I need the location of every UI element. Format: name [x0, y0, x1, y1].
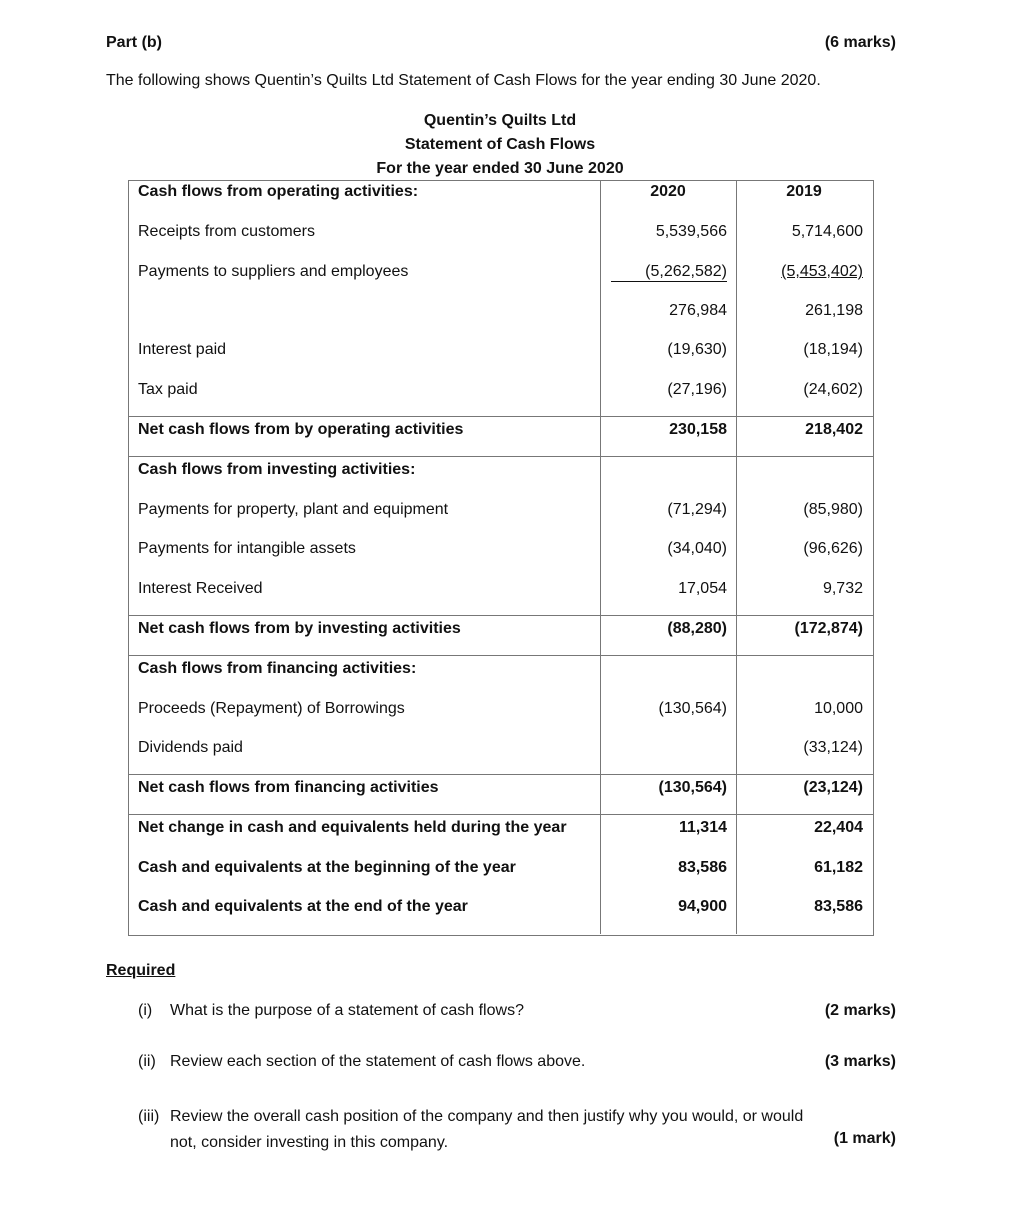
question-text-line2: not, consider investing in this company.	[170, 1134, 449, 1151]
row-label: Interest paid	[138, 341, 227, 358]
table-row	[128, 339, 873, 363]
value-2019: (23,124)	[803, 779, 863, 796]
value-2019: 261,198	[805, 302, 863, 319]
question-number: (iii)	[138, 1108, 160, 1125]
investing-section-heading-row	[128, 459, 873, 483]
row-label: Net cash flows from by operating activities	[138, 421, 464, 438]
part-title: Part (b)	[106, 34, 162, 51]
cash-flow-table	[128, 180, 874, 936]
value-2019: (85,980)	[803, 501, 863, 518]
table-row	[128, 698, 873, 722]
company-name: Quentin’s Quilts Ltd	[423, 112, 577, 129]
investing-section-heading: Cash flows from investing activities:	[138, 461, 416, 478]
row-label: Proceeds (Repayment) of Borrowings	[138, 700, 405, 717]
table-row	[128, 737, 873, 761]
value-2019: (24,602)	[803, 381, 863, 398]
operating-section-heading: Cash flows from operating activities:	[138, 183, 419, 200]
value-2020: 5,539,566	[655, 223, 727, 240]
row-divider	[128, 655, 873, 656]
value-2019: 10,000	[814, 700, 863, 717]
question-2	[138, 1053, 585, 1071]
value-2020: (71,294)	[667, 501, 727, 518]
question-1	[138, 1002, 524, 1020]
value-2020: (27,196)	[667, 381, 727, 398]
question-number: (ii)	[138, 1053, 156, 1070]
table-row	[128, 379, 873, 403]
table-row-total	[128, 857, 873, 881]
financing-section-heading: Cash flows from financing activities:	[138, 660, 417, 677]
intro-text: The following shows Quentin’s Quilts Ltd Statement of Cash Flows for the year ending 30 June 2020.	[106, 72, 821, 89]
value-2019: 9,732	[822, 580, 863, 597]
value-2019: (18,194)	[803, 341, 863, 358]
value-2019: 83,586	[814, 898, 863, 915]
table-row-total	[128, 419, 873, 443]
question-3	[138, 1104, 898, 1156]
row-label: Net change in cash and equivalents held during the year	[138, 819, 567, 836]
value-2020: (88,280)	[667, 620, 727, 637]
row-divider	[128, 416, 873, 417]
value-2020: 83,586	[678, 859, 727, 876]
row-label: Receipts from customers	[138, 223, 315, 240]
value-2019: 61,182	[814, 859, 863, 876]
table-row	[128, 261, 873, 285]
row-label: Payments for property, plant and equipment	[138, 501, 449, 518]
row-label: Net cash flows from financing activities	[138, 779, 439, 796]
value-2020: 11,314	[678, 819, 727, 836]
value-2019: 218,402	[805, 421, 863, 438]
table-row	[128, 221, 873, 245]
table-row-total	[128, 817, 873, 841]
part-marks: (6 marks)	[824, 34, 896, 51]
row-label: Interest Received	[138, 580, 263, 597]
value-2020: (34,040)	[667, 540, 727, 557]
value-2020: (130,564)	[658, 700, 727, 717]
value-2019: 22,404	[814, 819, 863, 836]
table-row-total	[128, 896, 873, 920]
required-heading: Required	[106, 962, 176, 979]
row-label: Cash and equivalents at the end of the year	[138, 898, 468, 915]
table-row	[128, 300, 873, 324]
statement-title: Statement of Cash Flows	[404, 136, 596, 153]
value-2019: (5,453,402)	[781, 263, 863, 280]
value-2019: (96,626)	[803, 540, 863, 557]
question-text: Review each section of the statement of cash flows above.	[170, 1053, 586, 1070]
question-text-line1: Review the overall cash position of the company and then justify why you would, or would	[170, 1108, 804, 1125]
question-number: (i)	[138, 1002, 153, 1019]
table-row	[128, 499, 873, 523]
value-2019: (172,874)	[794, 620, 863, 637]
question-text: What is the purpose of a statement of cash flows?	[170, 1002, 524, 1019]
value-2020: (5,262,582)	[611, 263, 727, 282]
table-row	[128, 578, 873, 602]
table-header-row	[128, 181, 873, 205]
statement-period: For the year ended 30 June 2020	[376, 160, 624, 177]
row-divider	[128, 774, 873, 775]
table-row-total	[128, 777, 873, 801]
row-label: Payments for intangible assets	[138, 540, 356, 557]
value-2020: 276,984	[669, 302, 727, 319]
value-2020: 17,054	[678, 580, 727, 597]
table-row	[128, 538, 873, 562]
column-header-2019: 2019	[786, 183, 822, 200]
value-2019: (33,124)	[803, 739, 863, 756]
question-1-marks: (2 marks)	[824, 1002, 896, 1019]
value-2020: (19,630)	[667, 341, 727, 358]
row-label: Cash and equivalents at the beginning of the year	[138, 859, 516, 876]
row-divider	[128, 456, 873, 457]
value-2020: 230,158	[669, 421, 727, 438]
financing-section-heading-row	[128, 658, 873, 682]
question-2-marks: (3 marks)	[824, 1053, 896, 1070]
value-2020: (130,564)	[658, 779, 727, 796]
row-divider	[128, 814, 873, 815]
row-divider	[128, 615, 873, 616]
row-label: Net cash flows from by investing activities	[138, 620, 461, 637]
value-2020: 94,900	[678, 898, 727, 915]
question-3-marks: (1 mark)	[833, 1130, 896, 1147]
row-label: Payments to suppliers and employees	[138, 263, 409, 280]
row-label: Tax paid	[138, 381, 198, 398]
row-label: Dividends paid	[138, 739, 243, 756]
value-2019: 5,714,600	[791, 223, 863, 240]
column-header-2020: 2020	[650, 183, 686, 200]
table-row-total	[128, 618, 873, 642]
